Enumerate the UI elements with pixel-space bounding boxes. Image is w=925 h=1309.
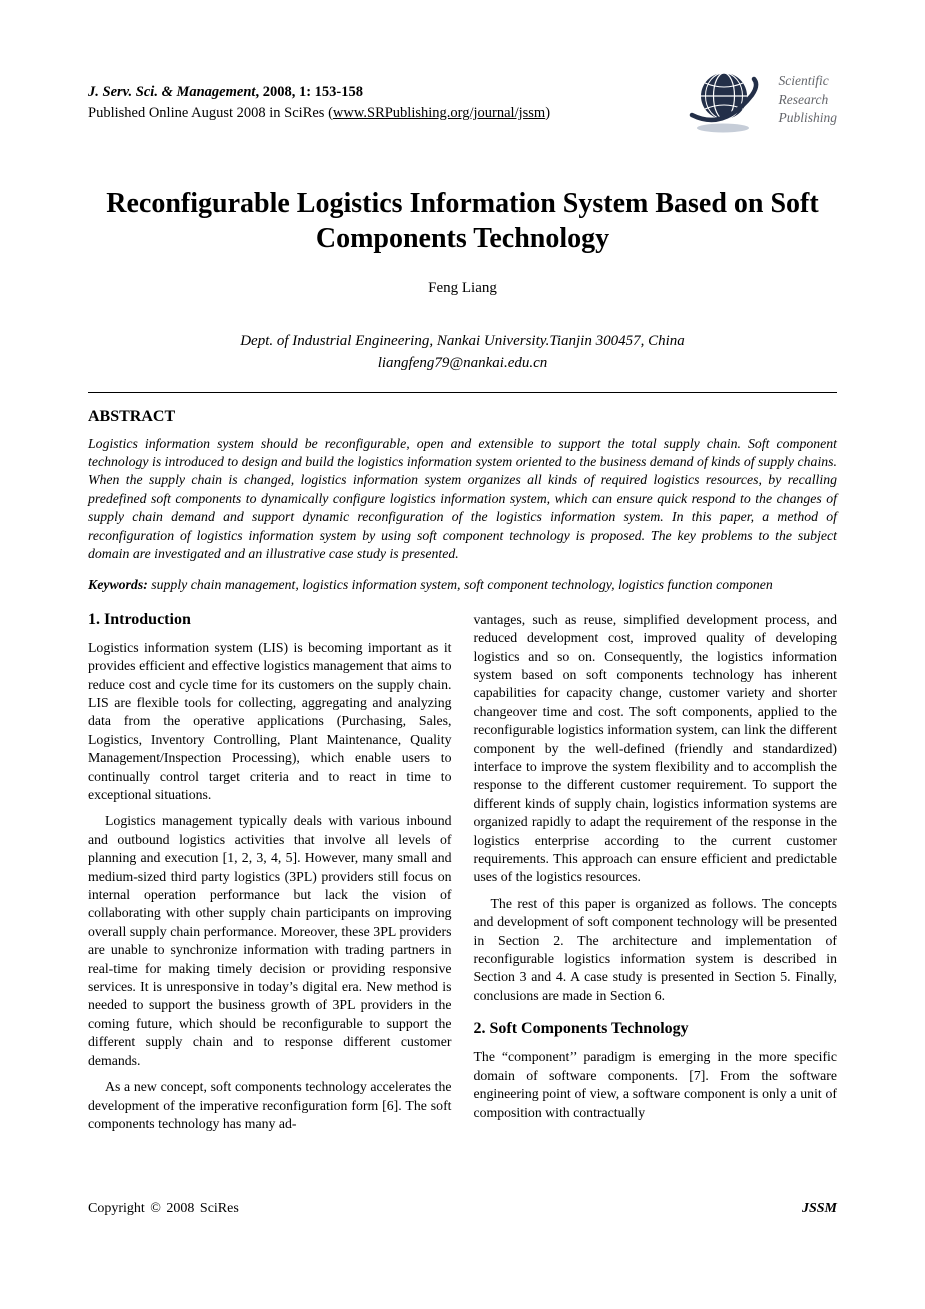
publisher-name-line1: Scientific	[778, 72, 829, 88]
section-heading-soft-components: 2. Soft Components Technology	[473, 1020, 689, 1038]
globe-icon	[679, 64, 771, 136]
journal-issue-info: , 2008, 1: 153-158	[255, 84, 363, 100]
left-column	[88, 611, 452, 1134]
section-heading-introduction: 1. Introduction	[88, 610, 191, 628]
published-text: Published Online August 2008 in SciRes (	[88, 105, 333, 121]
affiliation-block	[88, 331, 837, 375]
paragraph-intro-3: As a new concept, soft components technology accelerates the development of the imperative reconfiguration form [6]. The soft components technology has many ad-	[88, 1079, 452, 1131]
keywords-line	[88, 576, 837, 594]
abstract-heading: ABSTRACT	[88, 407, 176, 425]
author-name: Feng Liang	[428, 280, 497, 296]
copyright-notice: Copyright © 2008 SciRes	[88, 1201, 239, 1216]
publisher-name	[778, 72, 837, 129]
paper-title: Reconfigurable Logistics Information System Based on Soft Components Technology	[106, 188, 819, 254]
paragraph-intro-1: Logistics information system (LIS) is becoming important as it provides efficient and effective logistics management that aims to reduce cost and cycle time for its customers on the supply chain. LIS are flexible tools for collecting, aggregating and analyzing data from the operative applications (Purchasing, Sales, Logistics, Inventory Controlling, Plant Maintenance, Quality Management/Inspection Processing), which enable users to continually control target criteria and to react in time to exceptional situations.	[88, 639, 452, 802]
author-email: liangfeng79@nankai.edu.cn	[377, 354, 548, 371]
journal-citation	[88, 84, 550, 101]
publisher-name-line2: Research	[778, 91, 829, 107]
keywords-text: supply chain management, logistics information system, soft component technology, logistics function componen	[151, 577, 773, 593]
published-text-suffix: )	[545, 105, 551, 121]
journal-url-link[interactable]: www.SRPublishing.org/journal/jssm	[332, 105, 546, 121]
paragraph-intro-2: Logistics management typically deals with various inbound and outbound logistics activities that involve all levels of planning and execution [1, 2, 3, 4, 5]. However, many small and medium-sized third party logistics (3PL) providers still focus on internal operation performance but lack the vision of collaborating with other supply chain participants on improving overall supply chain performance. Moreover, these 3PL providers are unable to synchronize information with trading partners in real-time for making timely decision or providing responsive services. It is unresponsive in today’s digital era. New method is needed to support the business growth of 3PL providers in the coming future, which should be reconfigurable to support the different supply chain and to response different customer demands.	[88, 813, 452, 1068]
header-divider	[88, 392, 837, 393]
page-header	[88, 72, 837, 136]
keywords-label: Keywords:	[88, 577, 148, 593]
paragraph-intro-5: The rest of this paper is organized as follows. The concepts and development of soft component technology will be presented in Section 2. The architecture and implementation of reconfigurable logistics information system is described in Section 3 and 4. A case study is presented in Section 5. Finally, conclusions are made in Section 6.	[473, 895, 837, 1003]
journal-abbreviation: JSSM	[801, 1201, 837, 1216]
right-column	[474, 611, 838, 1134]
author-affiliation: Dept. of Industrial Engineering, Nankai University.Tianjin 300457, China	[240, 333, 685, 349]
publisher-name-line3: Publishing	[778, 110, 837, 126]
journal-citation-block	[88, 84, 550, 122]
journal-name: J. Serv. Sci. & Management	[88, 84, 256, 100]
publisher-logo	[679, 64, 837, 136]
published-line	[88, 105, 550, 122]
page-footer	[88, 1201, 837, 1217]
paragraph-soft-components-1: The “component’’ paradigm is emerging in the more specific domain of software components. [7]. From the software engineering point of view, a software component is only a unit of composition with contractually	[473, 1049, 837, 1120]
paragraph-intro-4: vantages, such as reuse, simplified development process, and reduced development cost, improved quality of developing logistics and so on. Consequently, the logistics information system based on soft components technology has inherent capabilities for capacity change, customer variety and shorter changeover time and cost. The soft components, applied to the reconfigurable logistics information system, can link the different component by the well-defined (friendly and standardized) interface to improve the system flexibility and to accomplish the response to the different customer requirement. To support the different kinds of supply chain, logistics information systems are organized rapidly to adapt the requirement of the response in the logistics enterprise according to the current customer requirements. This approach can ensure efficient and predictable uses of the logistics resources.	[473, 611, 837, 885]
abstract-text: Logistics information system should be reconfigurable, open and extensible to support the total supply chain. Soft component technology is introduced to design and build the logistics information system oriented to the business demand of kinds of supply chains. When the supply chain is changed, logistics information system organizes all kinds of required logistics resources, by recalling predefined soft components to dynamically configure logistics information system, which can ensure quick respond to the changes of supply chain demand and support dynamic reconfiguration of the logistics information system. In this paper, a method of reconfiguration of logistics information system by using soft component technology is proposed. The key problems to the subject domain are investigated and an illustrative case study is presented.	[88, 435, 837, 561]
body-columns	[88, 611, 837, 1134]
